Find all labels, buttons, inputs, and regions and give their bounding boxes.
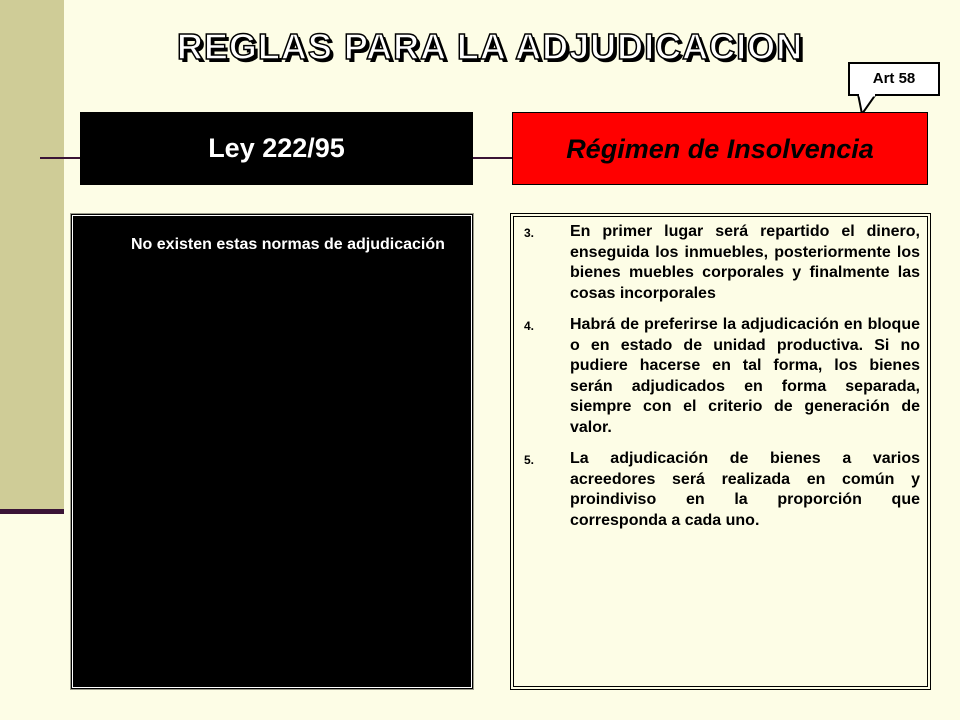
ley-222-panel	[70, 213, 474, 690]
list-item	[524, 222, 920, 304]
decorative-side-band	[0, 0, 64, 512]
list-item-text: En primer lugar será repartido el dinero, enseguida los inmuebles, posteriormente los bienes muebles corporales y finalmente las cosas incorporales	[570, 223, 920, 302]
regimen-insolvencia-panel	[510, 213, 931, 690]
list-item-number: 5.	[524, 453, 535, 467]
list-item	[524, 449, 920, 531]
ley-222-body: No existen estas normas de adjudicación	[131, 236, 445, 253]
ley-222-header: Ley 222/95	[80, 112, 473, 185]
list-item-number: 4.	[524, 319, 535, 333]
list-item-text: La adjudicación de bienes a varios acreedores será realizada en común y proindiviso en la proporción que corresponda a cada uno.	[570, 450, 920, 529]
connector-line-left	[40, 157, 80, 159]
list-item-text: Habrá de preferirse la adjudicación en bloque o en estado de unidad productiva. Si no pudiere hacerse en tal forma, los bienes serán adjudicados en forma separada, siempre con el criterio de generación de valor.	[570, 316, 920, 436]
regimen-insolvencia-header: Régimen de Insolvencia	[512, 112, 928, 185]
decorative-side-line	[0, 509, 64, 514]
list-item	[524, 315, 920, 438]
list-item-number: 3.	[524, 226, 535, 240]
article-callout: Art 58	[848, 62, 940, 96]
slide-title: REGLAS PARA LA ADJUDICACION	[176, 26, 804, 67]
connector-line-middle	[473, 157, 512, 159]
